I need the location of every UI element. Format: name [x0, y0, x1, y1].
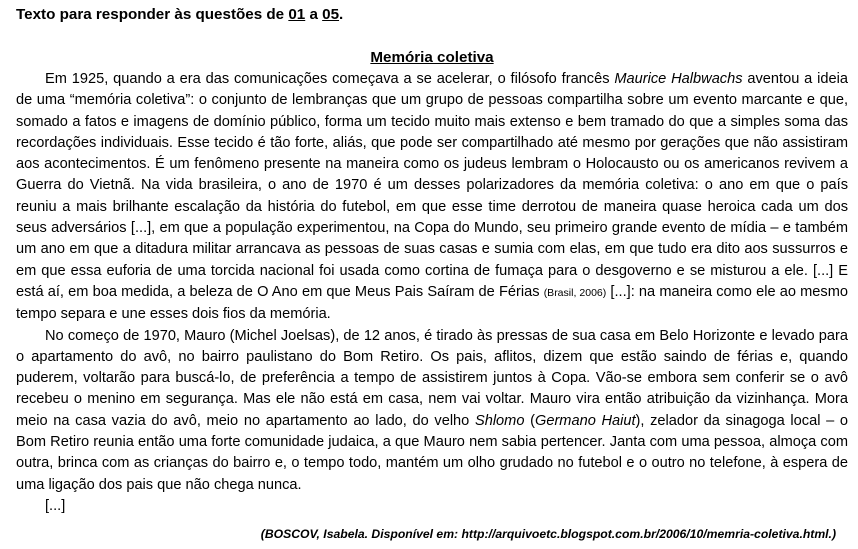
paragraph-2 — [16, 326, 848, 496]
paragraph-2-text-a: No começo de 1970, Mauro (Michel Joelsas), de 12 anos, é tirado às pressas de sua casa em Belo Horizonte e levado para o apartamento do avô, no bairro paulistano do Bom Retiro. Os pais, aflitos, dizem que estão saindo de férias e, quando puderem, voltarão para buscá-lo, de preferência a tempo de assistirem juntos à Copa. Vão-se embora sem conferir se o avô recebeu o menino em segurança. Mas ele não está em casa, nem vai voltar. Mauro vira então atribuição da vizinhança. Mora meio na casa vazia do avô, meio no apartamento ao lado, do velho — [16, 327, 848, 429]
paragraph-1-text-c: [...]: na maneira como ele ao mesmo tempo separa e une esses dois fios da memória. — [16, 283, 848, 323]
paragraph-1 — [16, 69, 848, 326]
question-start-number: 01 — [288, 6, 306, 23]
question-end-number: 05 — [322, 6, 340, 23]
paragraph-1-text-a: Em 1925, quando a era das comunicações começava a se acelerar, o filósofo francês — [45, 71, 615, 87]
philosopher-name: Maurice Halbwachs — [614, 71, 743, 87]
header-period: . — [339, 6, 344, 23]
header-text: Texto para responder às questões de — [16, 6, 289, 23]
text-title: Memória coletiva — [370, 49, 494, 66]
paragraph-2-paren-open: ( — [524, 412, 535, 429]
header-connector: a — [305, 6, 323, 23]
actor-name: Germano Haiut — [534, 412, 636, 429]
instructions-header — [16, 4, 848, 26]
character-name: Shlomo — [474, 412, 525, 429]
ellipsis: [...] — [45, 497, 66, 514]
source-citation: (BOSCOV, Isabela. Disponível em: http://arquivoetc.blogspot.com.br/2006/10/memria-coletiva.html.) — [260, 527, 836, 541]
film-year-note: (Brasil, 2006) — [543, 286, 607, 299]
paragraph-2-text-b: ), zelador da sinagoga local – o Bom Retiro reunia então uma forte comunidade judaica, a que Mauro nem sabia pertencer. Janta com uma pessoa, almoça com outra, brinca com as crianças do bairro e, o tempo todo, mantém um olho grudado no futebol e o outro no telefone, à espera de uma ligação dos pais que não chega nunca. — [16, 412, 848, 493]
paragraph-1-text-b: aventou a ideia de uma “memória coletiva”: o conjunto de lembranças que um grupo de pessoas compartilha sobre um evento marcante e que, somado a fatos e imagens de domínio público, forma um tecido muito mais extenso e bem tramado do que a simples soma das recordações individuais. Esse tecido é tão forte, aliás, que pode ser compartilhado até mesmo por gerações que não assistiram aos acontecimentos. É um fenômeno presente na maneira como os judeus lembram o Holocausto ou os americanos revivem a Guerra do Vietnã. Na vida brasileira, o ano de 1970 é um desses polarizadores da memória coletiva: o ano em que o país reuniu a mais brilhante escalação da história do futebol, em que esse time derrotou de maneira quase heroica cada um dos seus adversários [...], em que a população experimentou, na Copa do Mundo, seu primeiro grande evento de mídia – e também um ano em que a ditadura militar arrancava as pessoas de suas casas e sumia com elas, em que tudo era dito aos sussurros e em que essa euforia de uma torcida nacional foi usada como cortina de fumaça para o desgoverno e se misturou a ele. [...] E está aí, em boa medida, a beleza de O Ano em que Meus Pais Saíram de Férias — [16, 71, 848, 300]
